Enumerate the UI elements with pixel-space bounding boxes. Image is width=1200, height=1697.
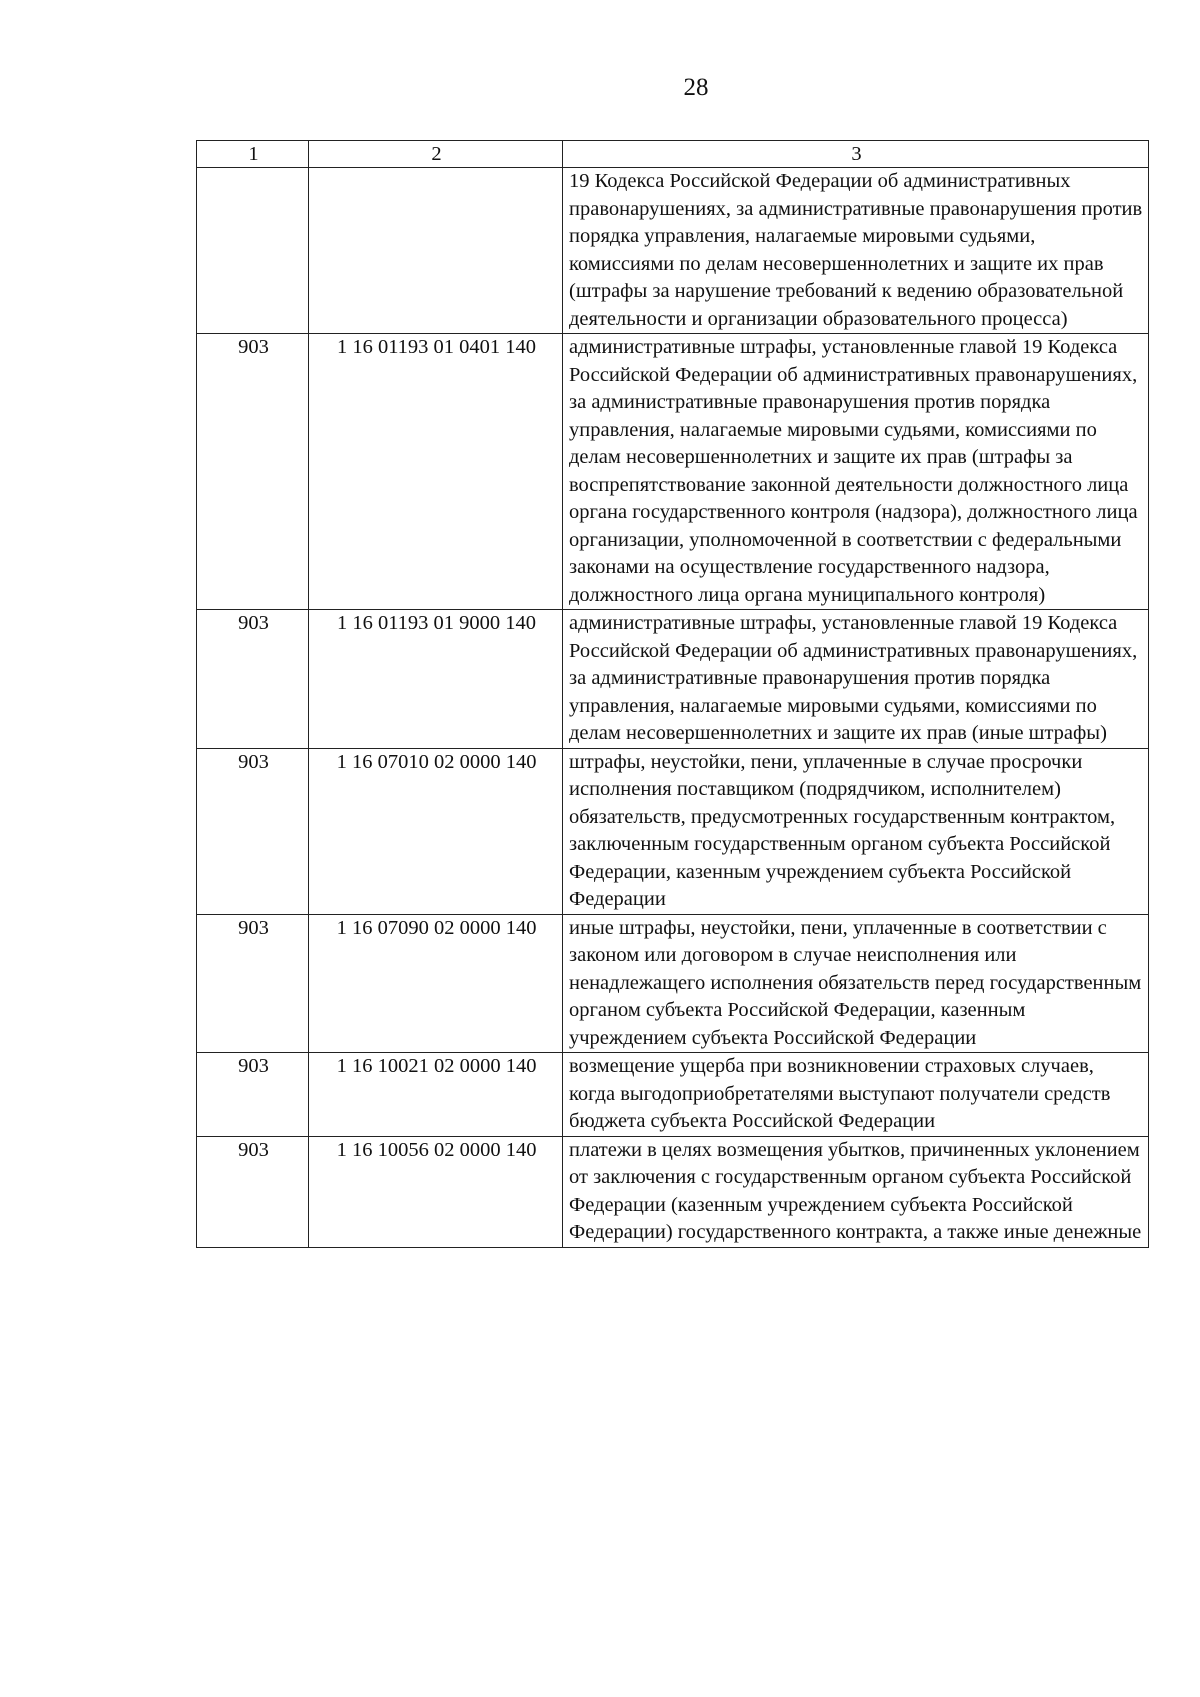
- admin-code-cell: 903: [197, 914, 309, 1053]
- header-col-1: 1: [197, 141, 309, 168]
- revenue-codes-table: [196, 140, 1149, 1248]
- description-cell: иные штрафы, неустойки, пени, уплаченные в соответствии с законом или договором в случае неисполнения или ненадлежащего исполнения обязательств перед государственным органом субъекта Российской Федерации, казенным учреждением субъекта Российской Федерации: [563, 914, 1149, 1053]
- description-cell: штрафы, неустойки, пени, уплаченные в случае просрочки исполнения поставщиком (подрядчиком, исполнителем) обязательств, предусмотренных государственным контрактом, заключенным государственным органом субъекта Российской Федерации, казенным учреждением субъекта Российской Федерации: [563, 748, 1149, 914]
- table-row: [197, 168, 1149, 334]
- table-row: [197, 1053, 1149, 1137]
- table-row: [197, 914, 1149, 1053]
- admin-code-cell: [197, 168, 309, 334]
- revenue-code-cell: 1 16 07090 02 0000 140: [309, 914, 563, 1053]
- description-cell: платежи в целях возмещения убытков, причиненных уклонением от заключения с государственным органом субъекта Российской Федерации (казенным учреждением субъекта Российской Федерации) государственного контракта, а также иные денежные: [563, 1136, 1149, 1247]
- page-number: 28: [683, 74, 709, 101]
- revenue-code-cell: 1 16 10056 02 0000 140: [309, 1136, 563, 1247]
- header-row: [197, 141, 1149, 168]
- revenue-code-cell: [309, 168, 563, 334]
- revenue-code-cell: 1 16 07010 02 0000 140: [309, 748, 563, 914]
- revenue-code-cell: 1 16 01193 01 9000 140: [309, 610, 563, 749]
- description-cell: возмещение ущерба при возникновении страховых случаев, когда выгодоприобретателями выступают получатели средств бюджета субъекта Российской Федерации: [563, 1053, 1149, 1137]
- admin-code-cell: 903: [197, 610, 309, 749]
- header-col-3: 3: [563, 141, 1149, 168]
- admin-code-cell: 903: [197, 1053, 309, 1137]
- admin-code-cell: 903: [197, 334, 309, 610]
- admin-code-cell: 903: [197, 748, 309, 914]
- description-cell: административные штрафы, установленные главой 19 Кодекса Российской Федерации об административных правонарушениях, за административные правонарушения против порядка управления, налагаемые мировыми судьями, комиссиями по делам несовершеннолетних и защите их прав (иные штрафы): [563, 610, 1149, 749]
- table-row: [197, 334, 1149, 610]
- table-header: [197, 141, 1149, 168]
- table-row: [197, 1136, 1149, 1247]
- description-cell: 19 Кодекса Российской Федерации об административных правонарушениях, за административные правонарушения против порядка управления, налагаемые мировыми судьями, комиссиями по делам несовершеннолетних и защите их прав (штрафы за нарушение требований к ведению образовательной деятельности и организации образовательного процесса): [563, 168, 1149, 334]
- table-row: [197, 610, 1149, 749]
- revenue-code-cell: 1 16 01193 01 0401 140: [309, 334, 563, 610]
- revenue-code-cell: 1 16 10021 02 0000 140: [309, 1053, 563, 1137]
- header-col-2: 2: [309, 141, 563, 168]
- table-row: [197, 748, 1149, 914]
- description-cell: административные штрафы, установленные главой 19 Кодекса Российской Федерации об административных правонарушениях, за административные правонарушения против порядка управления, налагаемые мировыми судьями, комиссиями по делам несовершеннолетних и защите их прав (штрафы за воспрепятствование законной деятельности должностного лица органа государственного контроля (надзора), должностного лица организации, уполномоченной в соответствии с федеральными законами на осуществление государственного надзора, должностного лица органа муниципального контроля): [563, 334, 1149, 610]
- admin-code-cell: 903: [197, 1136, 309, 1247]
- table-body: [197, 168, 1149, 1248]
